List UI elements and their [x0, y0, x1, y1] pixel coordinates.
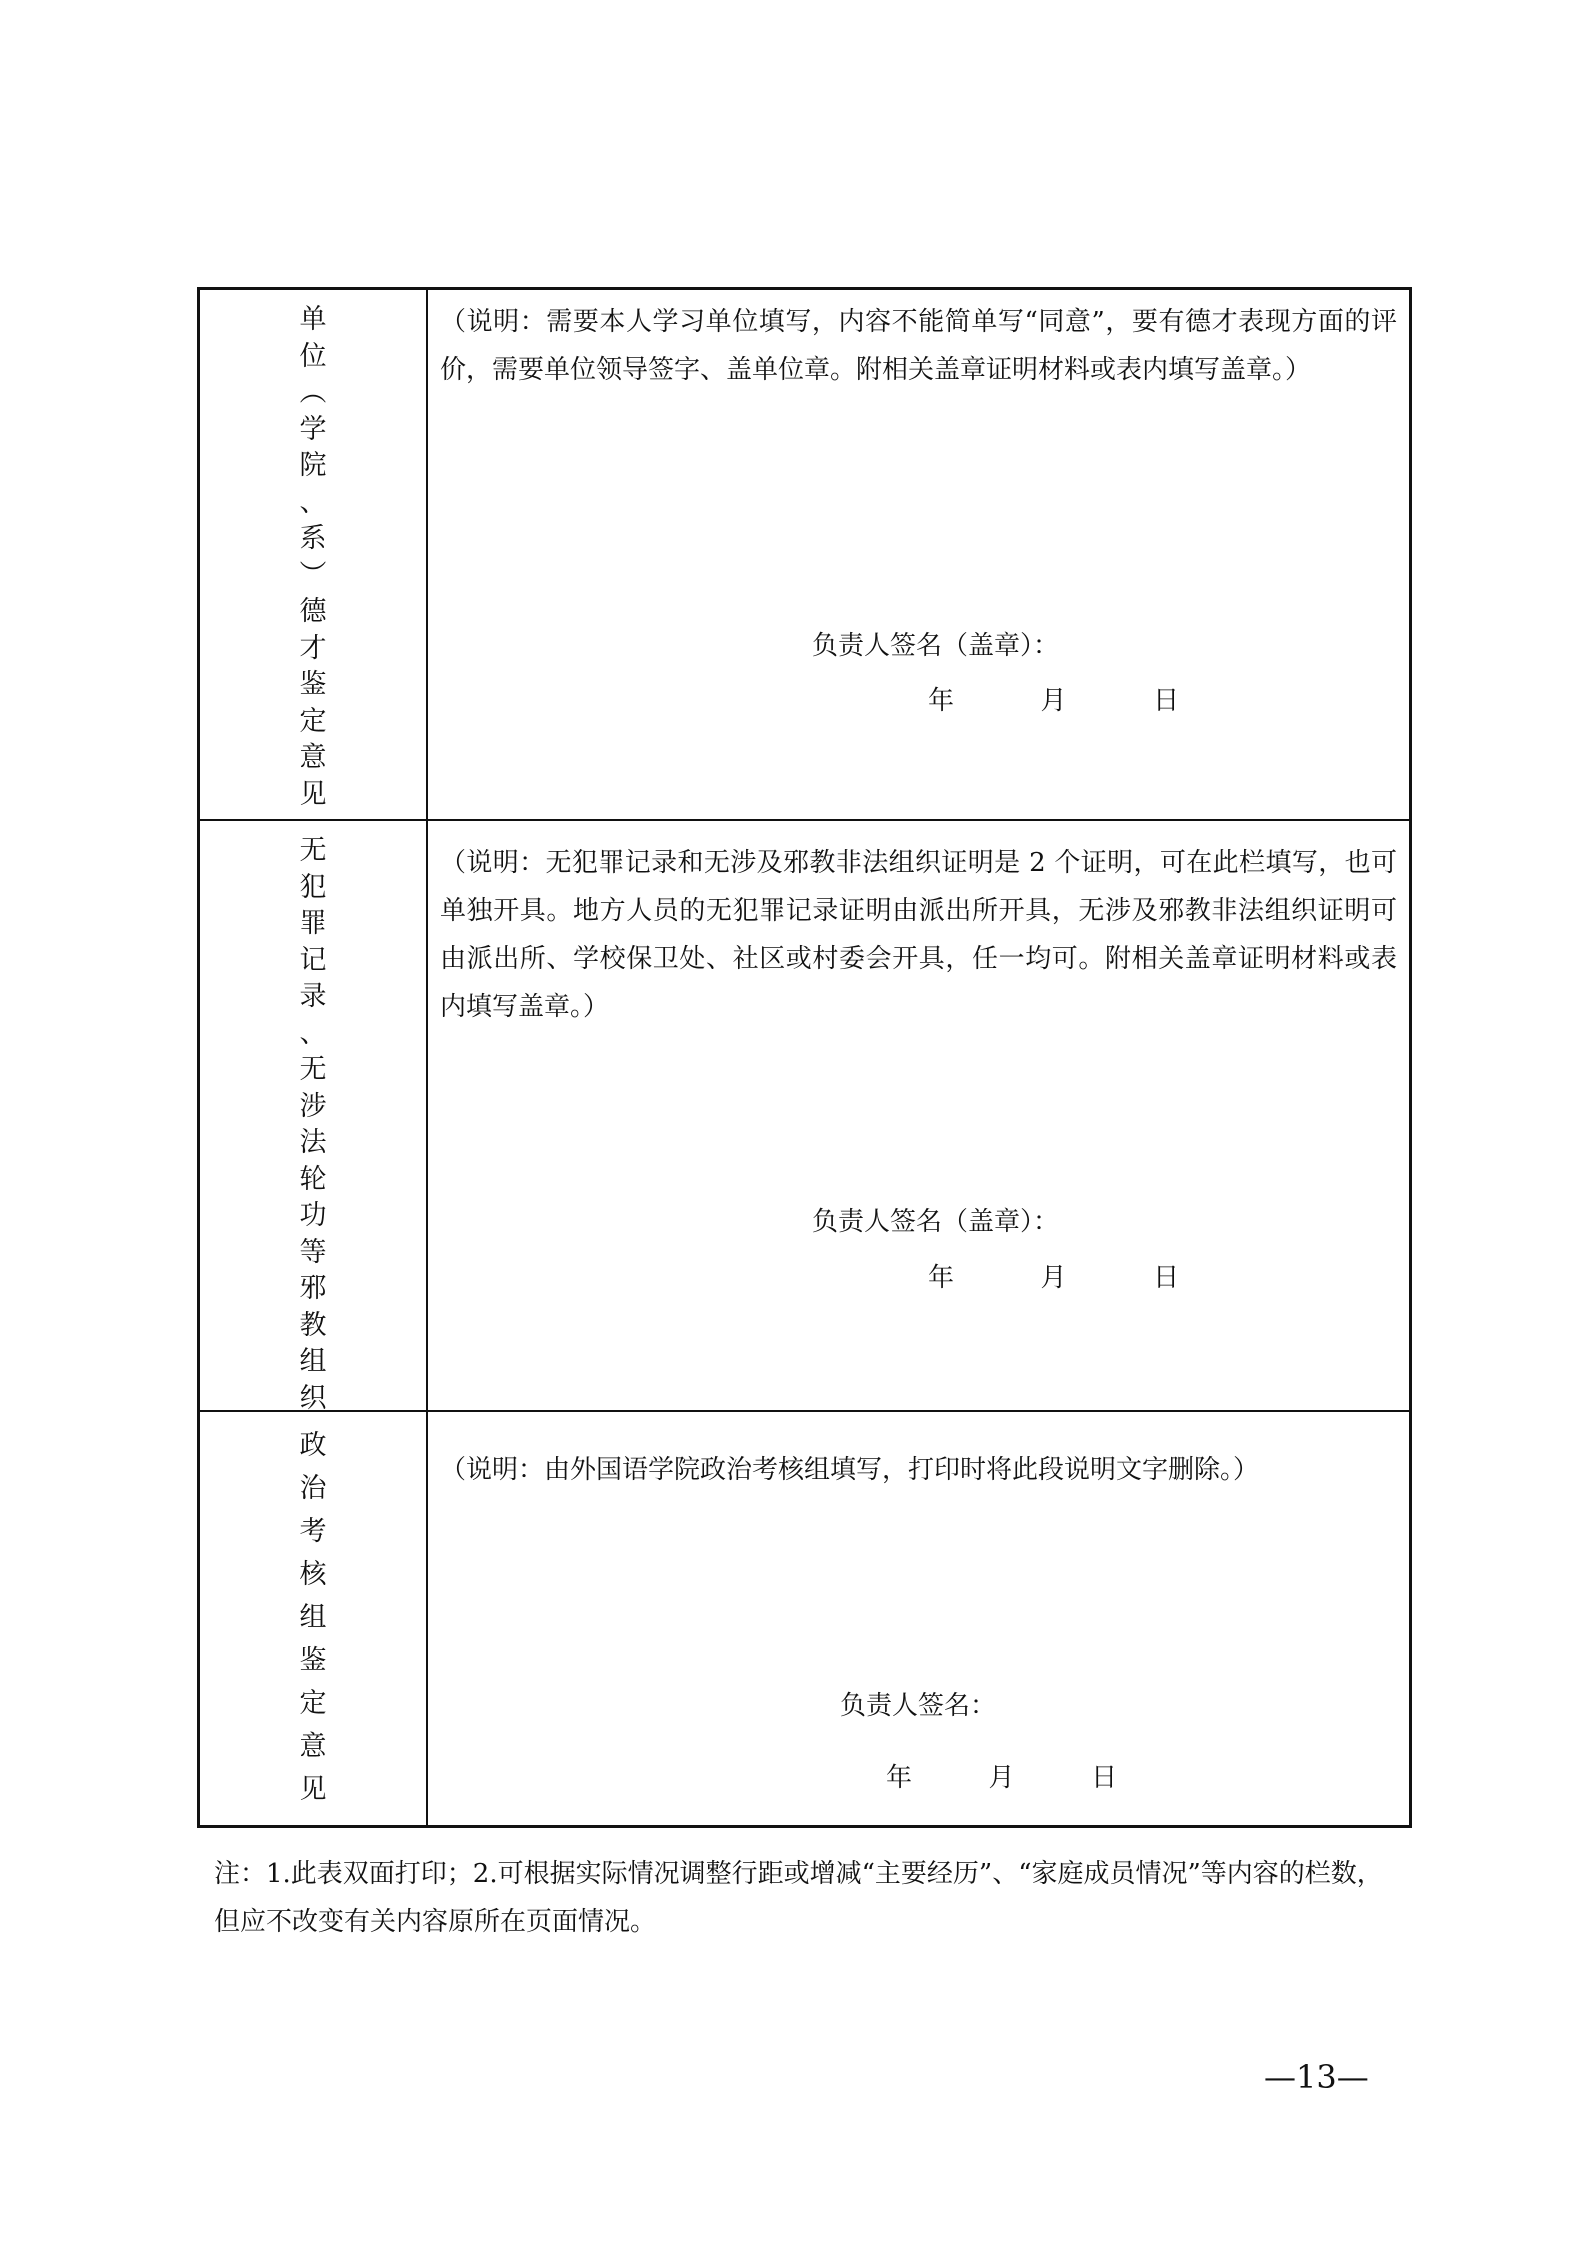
month-label: 月 [988, 1763, 1015, 1793]
instruction-note: （说明：由外国语学院政治考核组填写，打印时将此段说明文字删除。） [440, 1455, 1260, 1485]
year-label: 年 [928, 1263, 955, 1293]
label-char: 单 [299, 304, 327, 335]
unit-appraisal-label-text [200, 302, 426, 813]
year-label: 年 [886, 1763, 913, 1793]
label-char: 组 [299, 1602, 327, 1633]
signature-label: 负责人签名（盖章）： [812, 631, 1060, 661]
label-char: 记 [299, 944, 327, 976]
label-char: 鉴 [299, 669, 327, 700]
label-char: 录 [299, 981, 327, 1012]
label-char: ︶ [299, 559, 327, 591]
label-char: ︵ [299, 377, 327, 408]
year-label: 年 [928, 686, 955, 716]
label-char: 见 [299, 1774, 327, 1805]
label-char: 治 [299, 1473, 327, 1504]
label-char: 功 [299, 1200, 327, 1231]
day-label: 日 [1153, 1263, 1180, 1293]
day-label: 日 [1091, 1763, 1118, 1793]
label-char: 才 [299, 632, 327, 664]
appraisal-form-table [197, 287, 1412, 1828]
no-criminal-record-row [200, 821, 1409, 1412]
label-char: 定 [299, 1688, 327, 1719]
label-char: 法 [299, 1127, 327, 1158]
signature-label: 负责人签名： [840, 1691, 997, 1721]
label-char: 涉 [299, 1090, 327, 1122]
political-review-row [200, 1412, 1409, 1825]
label-char: 意 [299, 1731, 327, 1762]
footnote: 注：1.此表双面打印；2.可根据实际情况调整行距或增减“主要经历”、“家庭成员情况”等内容的栏数，但应不改变有关内容原所在页面情况。 [214, 1859, 1383, 1937]
label-char: 邪 [299, 1273, 327, 1304]
label-char: 轮 [299, 1163, 327, 1195]
political-review-label [200, 1412, 428, 1825]
label-char: 组 [299, 1346, 327, 1377]
instruction-note: （说明：无犯罪记录和无涉及邪教非法组织证明是 2 个证明，可在此栏填写，也可单独开具。地方人员的无犯罪记录证明由派出所开具，无涉及邪教非法组织证明可由派出所、学校保卫处、社区或村委会开具，任一均可。附相关盖章证明材料或表内填写盖章。） [440, 848, 1397, 1022]
political-review-label-text [200, 1424, 426, 1811]
no-criminal-record-content[interactable] [428, 821, 1409, 1410]
label-char: 核 [299, 1559, 327, 1590]
label-char: 等 [299, 1236, 327, 1268]
no-criminal-record-label-text [200, 833, 426, 1417]
label-char: 犯 [299, 871, 327, 903]
label-char: 教 [299, 1309, 327, 1341]
label-char: 鉴 [299, 1645, 327, 1676]
signature-label: 负责人签名（盖章）： [812, 1207, 1060, 1237]
label-char: 学 [299, 413, 327, 445]
label-char: 位 [299, 340, 327, 372]
day-label: 日 [1153, 686, 1180, 716]
label-char: 德 [299, 596, 327, 627]
label-char: 定 [299, 705, 327, 737]
date-line [928, 1257, 1179, 1294]
date-line [886, 1757, 1117, 1794]
label-char: 见 [299, 778, 327, 810]
page-number: —13— [1264, 2058, 1369, 2096]
unit-appraisal-content[interactable] [428, 290, 1409, 819]
label-char: 政 [299, 1430, 327, 1461]
label-char: 院 [299, 450, 327, 481]
instruction-note: （说明：需要本人学习单位填写，内容不能简单写“同意”，要有德才表现方面的评价，需要单位领导签字、盖单位章。附相关盖章证明材料或表内填写盖章。） [440, 307, 1397, 385]
label-char: 考 [299, 1516, 327, 1547]
label-char: 无 [299, 835, 327, 866]
label-char: 、 [299, 486, 327, 518]
label-char: 、 [299, 1017, 327, 1049]
unit-appraisal-row [200, 290, 1409, 821]
date-line [928, 680, 1179, 717]
label-char: 意 [299, 742, 327, 773]
month-label: 月 [1040, 686, 1067, 716]
label-char: 罪 [299, 908, 327, 939]
no-criminal-record-label [200, 821, 428, 1414]
label-char: 无 [299, 1054, 327, 1085]
unit-appraisal-label [200, 290, 428, 819]
label-char: 织 [299, 1382, 327, 1414]
label-char: 系 [299, 523, 327, 554]
month-label: 月 [1040, 1263, 1067, 1293]
political-review-content[interactable] [428, 1412, 1409, 1825]
